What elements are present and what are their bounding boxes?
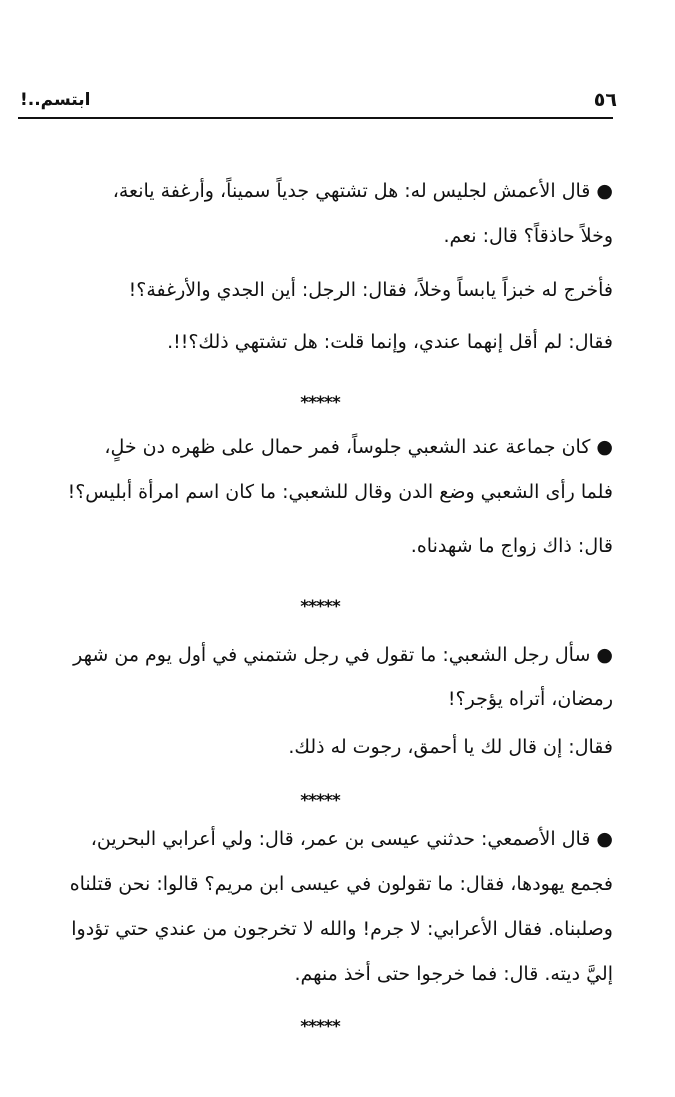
text-line: وصلبناه. فقال الأعرابي: لا جرم! والله لا تخرجون من عندي حتي تؤدوا bbox=[71, 918, 613, 940]
text-line: فقال: إن قال لك يا أحمق، رجوت له ذلك. bbox=[288, 736, 613, 758]
text-line: إليَّ ديته. قال: فما خرجوا حتى أخذ منهم. bbox=[294, 963, 613, 985]
text-line: فأخرج له خبزاً يابساً وخلاً، فقال: الرجل: أين الجدي والأرغفة؟! bbox=[128, 279, 613, 301]
header-rule bbox=[18, 117, 613, 119]
text-line: ● سأل رجل الشعبي: ما تقول في رجل شتمني في أول يوم من شهر bbox=[73, 644, 613, 666]
text-line: ● قال الأعمش لجليس له: هل تشتهي جدياً سميناً، وأرغفة يانعة، bbox=[112, 180, 613, 202]
text-line: ● كان جماعة عند الشعبي جلوساً، فمر حمال على ظهره دن خلٍ، bbox=[104, 436, 613, 458]
section-separator: ***** bbox=[300, 393, 340, 413]
text-line: فجمع يهودها، فقال: ما تقولون في عيسى ابن مريم؟ قالوا: نحن قتلناه bbox=[69, 873, 613, 895]
page-number: ٥٦ bbox=[593, 89, 617, 111]
text-line: ● قال الأصمعي: حدثني عيسى بن عمر، قال: ولي أعرابي البحرين، bbox=[90, 828, 613, 850]
text-line: قال: ذاك زواج ما شهدناه. bbox=[410, 535, 613, 557]
text-line: رمضان، أتراه يؤجر؟! bbox=[447, 688, 613, 710]
section-separator: ***** bbox=[300, 597, 340, 617]
running-header-title: ابتسم..! bbox=[20, 90, 91, 110]
section-separator: ***** bbox=[300, 791, 340, 811]
text-line: فلما رأى الشعبي وضع الدن وقال للشعبي: ما كان اسم امرأة أبليس؟! bbox=[67, 481, 613, 503]
text-line: وخلاً حاذقاً؟ قال: نعم. bbox=[443, 225, 613, 247]
text-line: فقال: لم أقل إنهما عندي، وإنما قلت: هل تشتهي ذلك؟!!. bbox=[167, 331, 613, 353]
section-separator: ***** bbox=[300, 1017, 340, 1037]
